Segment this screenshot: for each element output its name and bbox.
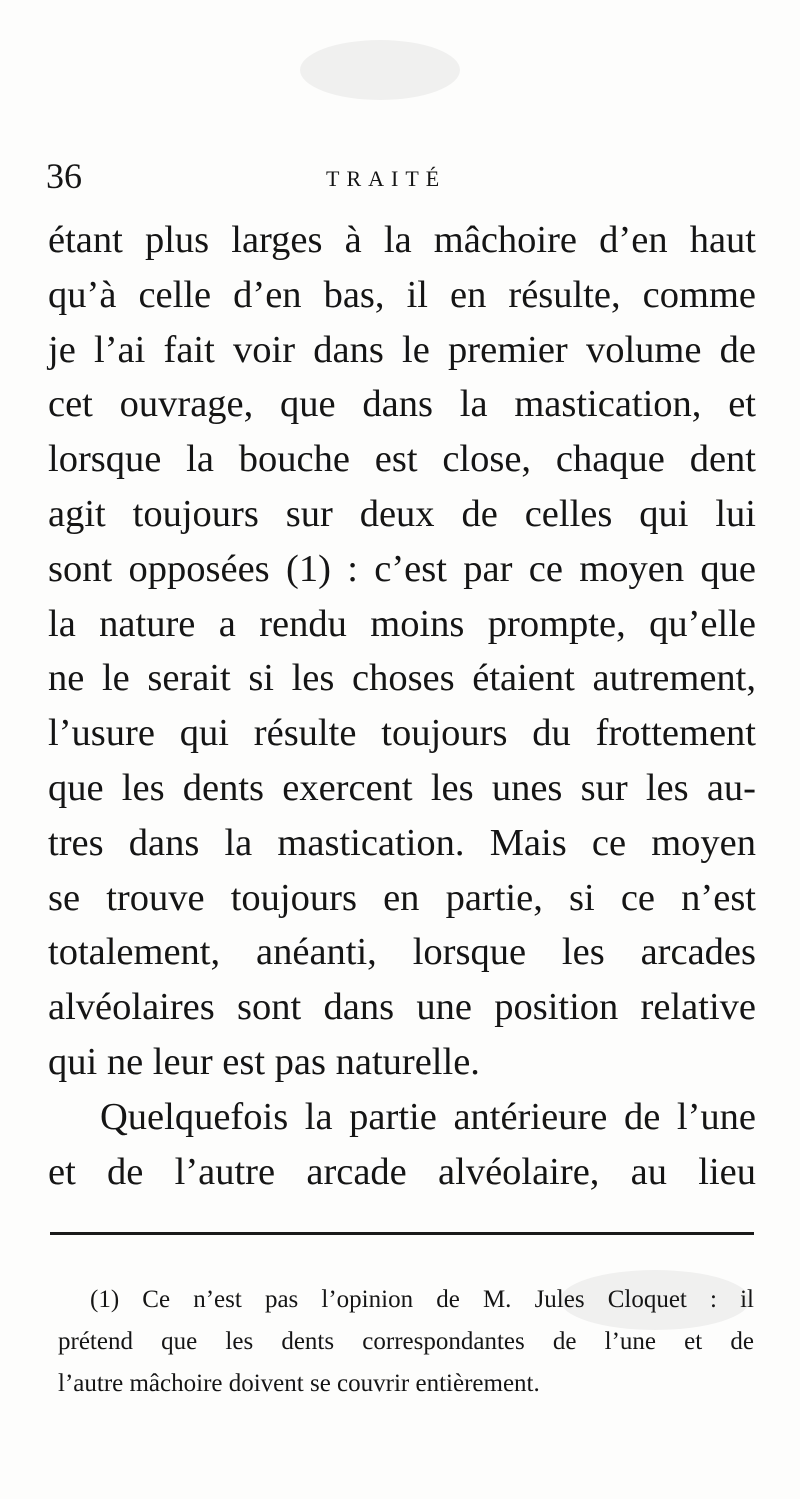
text-line: lorsque la bouche est close, chaque dent xyxy=(48,438,756,481)
page-number: 36 xyxy=(46,156,82,196)
text-line: ne le serait si les choses étaient autrement, xyxy=(48,657,756,700)
footnote xyxy=(58,1279,754,1405)
paper-stain xyxy=(300,40,460,100)
text-line: étant plus larges à la mâchoire d’en haut xyxy=(48,219,756,261)
text-line: qu’à celle d’en bas, il en résulte, comme xyxy=(48,273,756,316)
text-line: se trouve toujours en partie, si ce n’est xyxy=(48,876,756,919)
page-header xyxy=(46,155,760,203)
text-line: alvéolaires sont dans une position relative xyxy=(48,986,756,1029)
footnote-line: (1) Ce n’est pas l’opinion de M. Jules Cloquet : il xyxy=(90,1286,754,1313)
text-line: l’usure qui résulte toujours du frottement xyxy=(48,712,756,755)
text-line: sont opposées (1) : c’est par ce moyen que xyxy=(48,547,756,590)
text-line: et de l’autre arcade alvéolaire, au lieu xyxy=(48,1150,756,1193)
footnote-line: l’autre mâchoire doivent se couvrir entièrement. xyxy=(58,1370,540,1397)
text-line: totalement, anéanti, lorsque les arcades xyxy=(48,931,756,974)
text-line: que les dents exercent les unes sur les au- xyxy=(48,766,756,809)
text-line: agit toujours sur deux de celles qui lui xyxy=(48,492,756,535)
body-text xyxy=(48,213,756,1199)
text-line: la nature a rendu moins prompte, qu’elle xyxy=(48,602,756,645)
paragraph-first-line: Quelquefois la partie antérieure de l’une xyxy=(100,1095,756,1138)
text-line: tres dans la mastication. Mais ce moyen xyxy=(48,821,756,864)
footnote-rule xyxy=(50,1232,754,1235)
text-line: qui ne leur est pas naturelle. xyxy=(48,1040,480,1083)
text-line: je l’ai fait voir dans le premier volume de xyxy=(48,328,756,371)
footnote-line: prétend que les dents correspondantes de l’une et de xyxy=(58,1328,754,1355)
text-line: cet ouvrage, que dans la mastication, et xyxy=(48,383,756,426)
running-head: TRAITÉ xyxy=(326,166,447,191)
